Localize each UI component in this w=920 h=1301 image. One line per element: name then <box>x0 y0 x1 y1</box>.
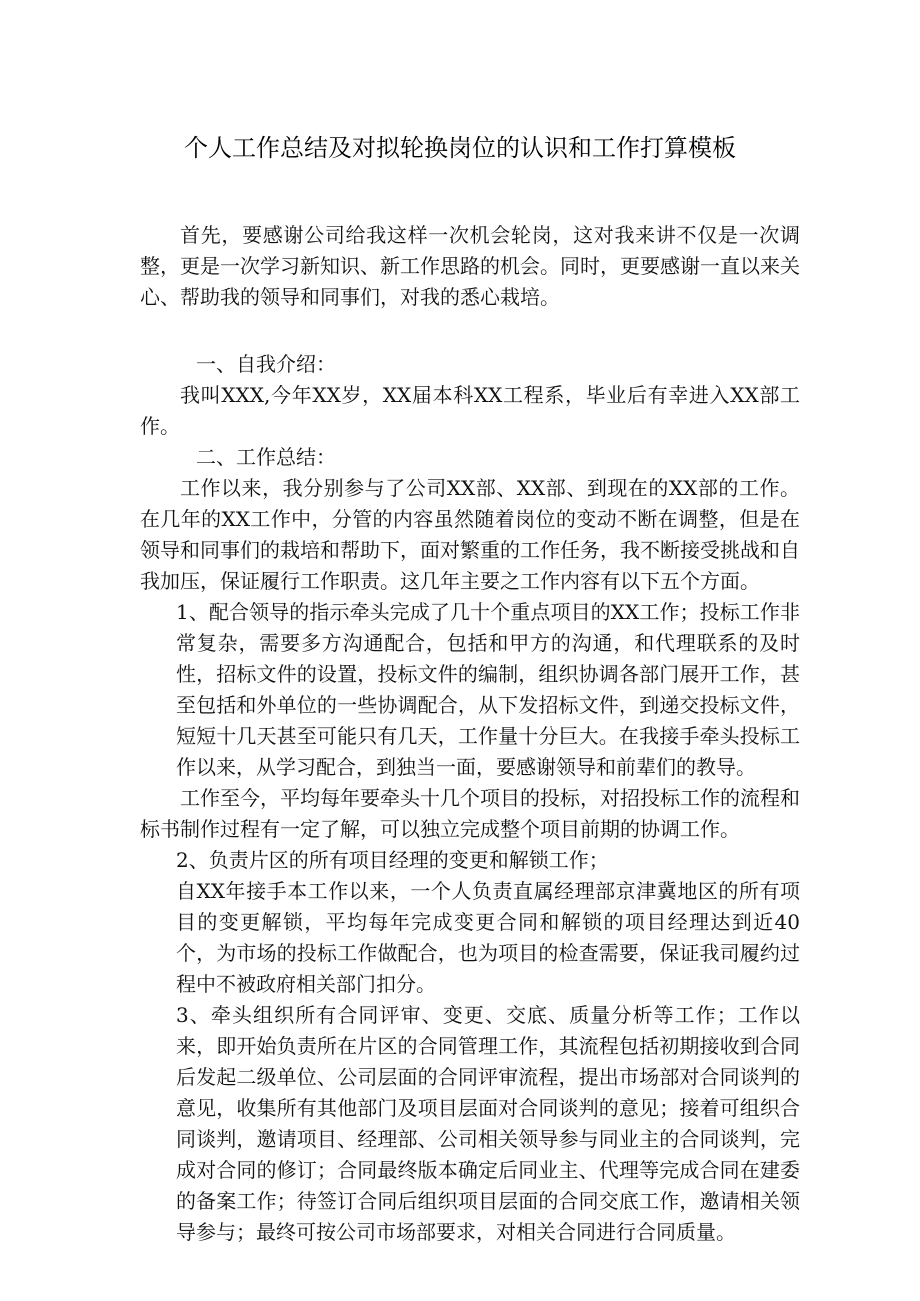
section-heading-work-summary: 二、工作总结： <box>196 445 336 469</box>
list-item-1-continuation: 工作至今，平均每年要牵头十几个项目的投标，对招投标工作的流程和标书制作过程有一定了解，可以独立完成整个项目前期的协调工作。 <box>140 786 800 841</box>
list-item-2: 2、负责片区的所有项目经理的变更和解锁工作； <box>176 848 609 872</box>
list-item-3: 3、牵头组织所有合同评审、变更、交底、质量分析等工作；工作以来，即开始负责所在片区的合同管理工作，其流程包括初期接收到合同后发起二级单位、公司层面的合同评审流程，提出市场部对合同谈判的意见，收集所有其他部门及项目层面对合同谈判的意见；接着可组织合同谈判，邀请项目、经理部、公司相关领导参与同业主的合同谈判，完成对合同的修订；合同最终版本确定后同业主、代理等完成合同在建委的备案工作；待签订合同后组织项目层面的合同交底工作，邀请相关领导参与；最终可按公司市场部要求，对相关合同进行合同质量。 <box>176 1003 800 1244</box>
section-heading-self-intro: 一、自我介绍： <box>196 352 336 376</box>
list-item-2-body: 自XX年接手本工作以来，一个人负责直属经理部京津冀地区的所有项目的变更解锁，平均每年完成变更合同和解锁的项目经理达到近40个，为市场的投标工作做配合，也为项目的检查需要，保证我司履约过程中不被政府相关部门扣分。 <box>176 879 800 996</box>
self-intro-paragraph: 我叫XXX,今年XX岁，XX届本科XX工程系，毕业后有幸进入XX部工作。 <box>140 383 800 438</box>
work-summary-paragraph: 工作以来，我分别参与了公司XX部、XX部、到现在的XX部的工作。在几年的XX工作中，分管的内容虽然随着岗位的变动不断在调整，但是在领导和同事们的栽培和帮助下，面对繁重的工作任务，我不断接受挑战和自我加压，保证履行工作职责。这几年主要之工作内容有以下五个方面。 <box>140 476 800 593</box>
intro-paragraph: 首先，要感谢公司给我这样一次机会轮岗，这对我来讲不仅是一次调整，更是一次学习新知识、新工作思路的机会。同时，更要感谢一直以来关心、帮助我的领导和同事们，对我的悉心栽培。 <box>140 223 800 309</box>
document-title: 个人工作总结及对拟轮换岗位的认识和工作打算模板 <box>184 134 736 162</box>
list-item-1: 1、配合领导的指示牵头完成了几十个重点项目的XX工作；投标工作非常复杂，需要多方沟通配合，包括和甲方的沟通，和代理联系的及时性，招标文件的设置，投标文件的编制，组织协调各部门展开工作，甚至包括和外单位的一些协调配合，从下发招标文件，到递交投标文件，短短十几天甚至可能只有几天，工作量十分巨大。在我接手牵头投标工作以来，从学习配合，到独当一面，要感谢领导和前辈们的教导。 <box>176 600 800 779</box>
document-body <box>140 220 800 1248</box>
